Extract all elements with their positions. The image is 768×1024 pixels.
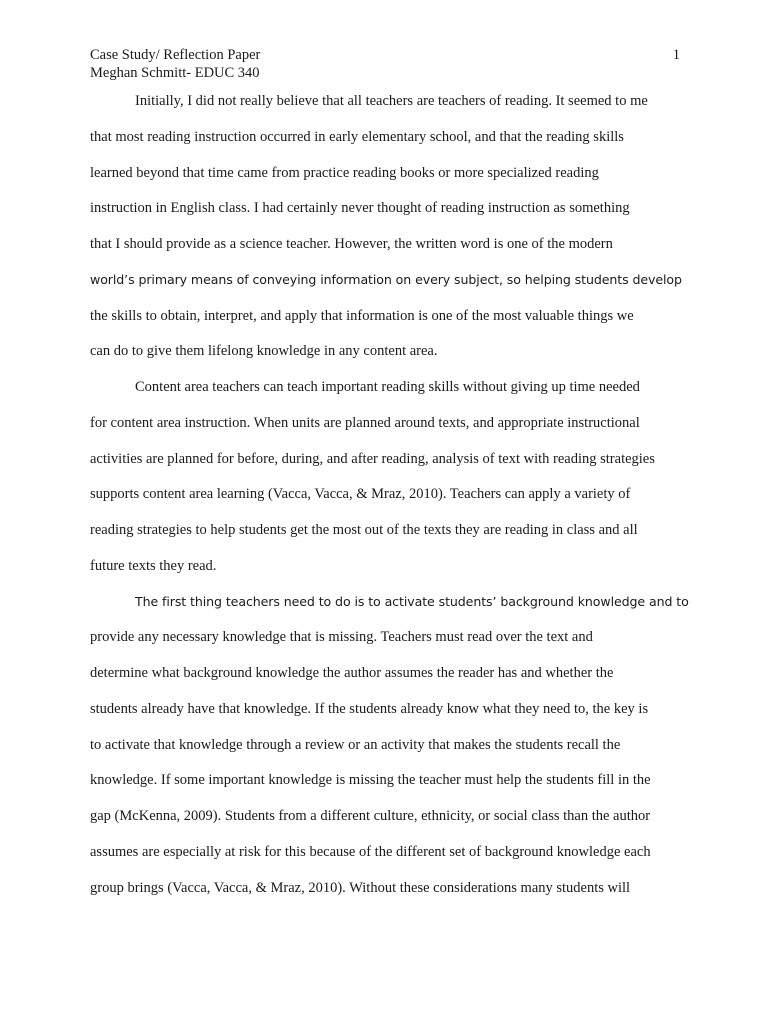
- paragraph-3-line-7: gap (McKenna, 2009). Students from a different culture, ethnicity, or social class than the author: [90, 808, 651, 824]
- paragraph-1-line-4: instruction in English class. I had certainly never thought of reading instruction as something: [90, 200, 630, 217]
- paragraph-3-line-5: to activate that knowledge through a review or an activity that makes the students recall the: [90, 736, 621, 753]
- paragraph-2-line-2: for content area instruction. When units are planned around texts, and appropriate instructional: [90, 414, 640, 431]
- header-author: Meghan Schmitt- EDUC 340: [90, 65, 260, 81]
- paragraph-2-line-1: Content area teachers can teach important reading skills without giving up time needed: [135, 379, 640, 395]
- paragraph-3-line-6: knowledge. If some important knowledge is missing the teacher must help the students fill in the: [90, 772, 651, 789]
- paragraph-3-line-1: The first thing teachers need to do is to activate students’ background knowledge and to: [135, 593, 689, 609]
- paragraph-3-line-9: group brings (Vacca, Vacca, & Mraz, 2010). Without these considerations many students will: [90, 879, 631, 896]
- paragraph-3-line-4: students already have that knowledge. If the students already know what they need to, the key is: [90, 700, 649, 717]
- paragraph-1-line-6: world’s primary means of conveying information on every subject, so helping students develop: [90, 271, 682, 287]
- paragraph-2-line-4: supports content area learning (Vacca, Vacca, & Mraz, 2010). Teachers can apply a variety of: [90, 486, 631, 503]
- paragraph-1-line-3: learned beyond that time came from practice reading books or more specialized reading: [90, 164, 599, 181]
- paragraph-3-line-3: determine what background knowledge the author assumes the reader has and whether the: [90, 665, 614, 681]
- paragraph-3-line-8: assumes are especially at risk for this because of the different set of background knowledge each: [90, 843, 651, 860]
- paragraph-2-line-3: activities are planned for before, during, and after reading, analysis of text with reading strategies: [90, 450, 655, 467]
- paragraph-2-line-5: reading strategies to help students get the most out of the texts they are reading in class and all: [90, 522, 638, 538]
- running-header: [90, 46, 680, 82]
- page-number: 1: [672, 47, 680, 63]
- paragraph-1-line-5: that I should provide as a science teacher. However, the written word is one of the modern: [90, 236, 613, 252]
- header-title: Case Study/ Reflection Paper: [90, 47, 261, 63]
- paragraph-1-line-8: can do to give them lifelong knowledge in any content area.: [90, 343, 438, 360]
- paragraph-1-line-7: the skills to obtain, interpret, and apply that information is one of the most valuable things we: [90, 307, 634, 324]
- body-text: [90, 91, 689, 913]
- paragraph-2-line-6: future texts they read.: [90, 557, 217, 574]
- paragraph-1-line-1: Initially, I did not really believe that all teachers are teachers of reading. It seemed to me: [135, 93, 648, 109]
- paragraph-3-line-2: provide any necessary knowledge that is missing. Teachers must read over the text and: [90, 629, 593, 646]
- paragraph-1-line-2: that most reading instruction occurred in early elementary school, and that the reading skills: [90, 128, 624, 145]
